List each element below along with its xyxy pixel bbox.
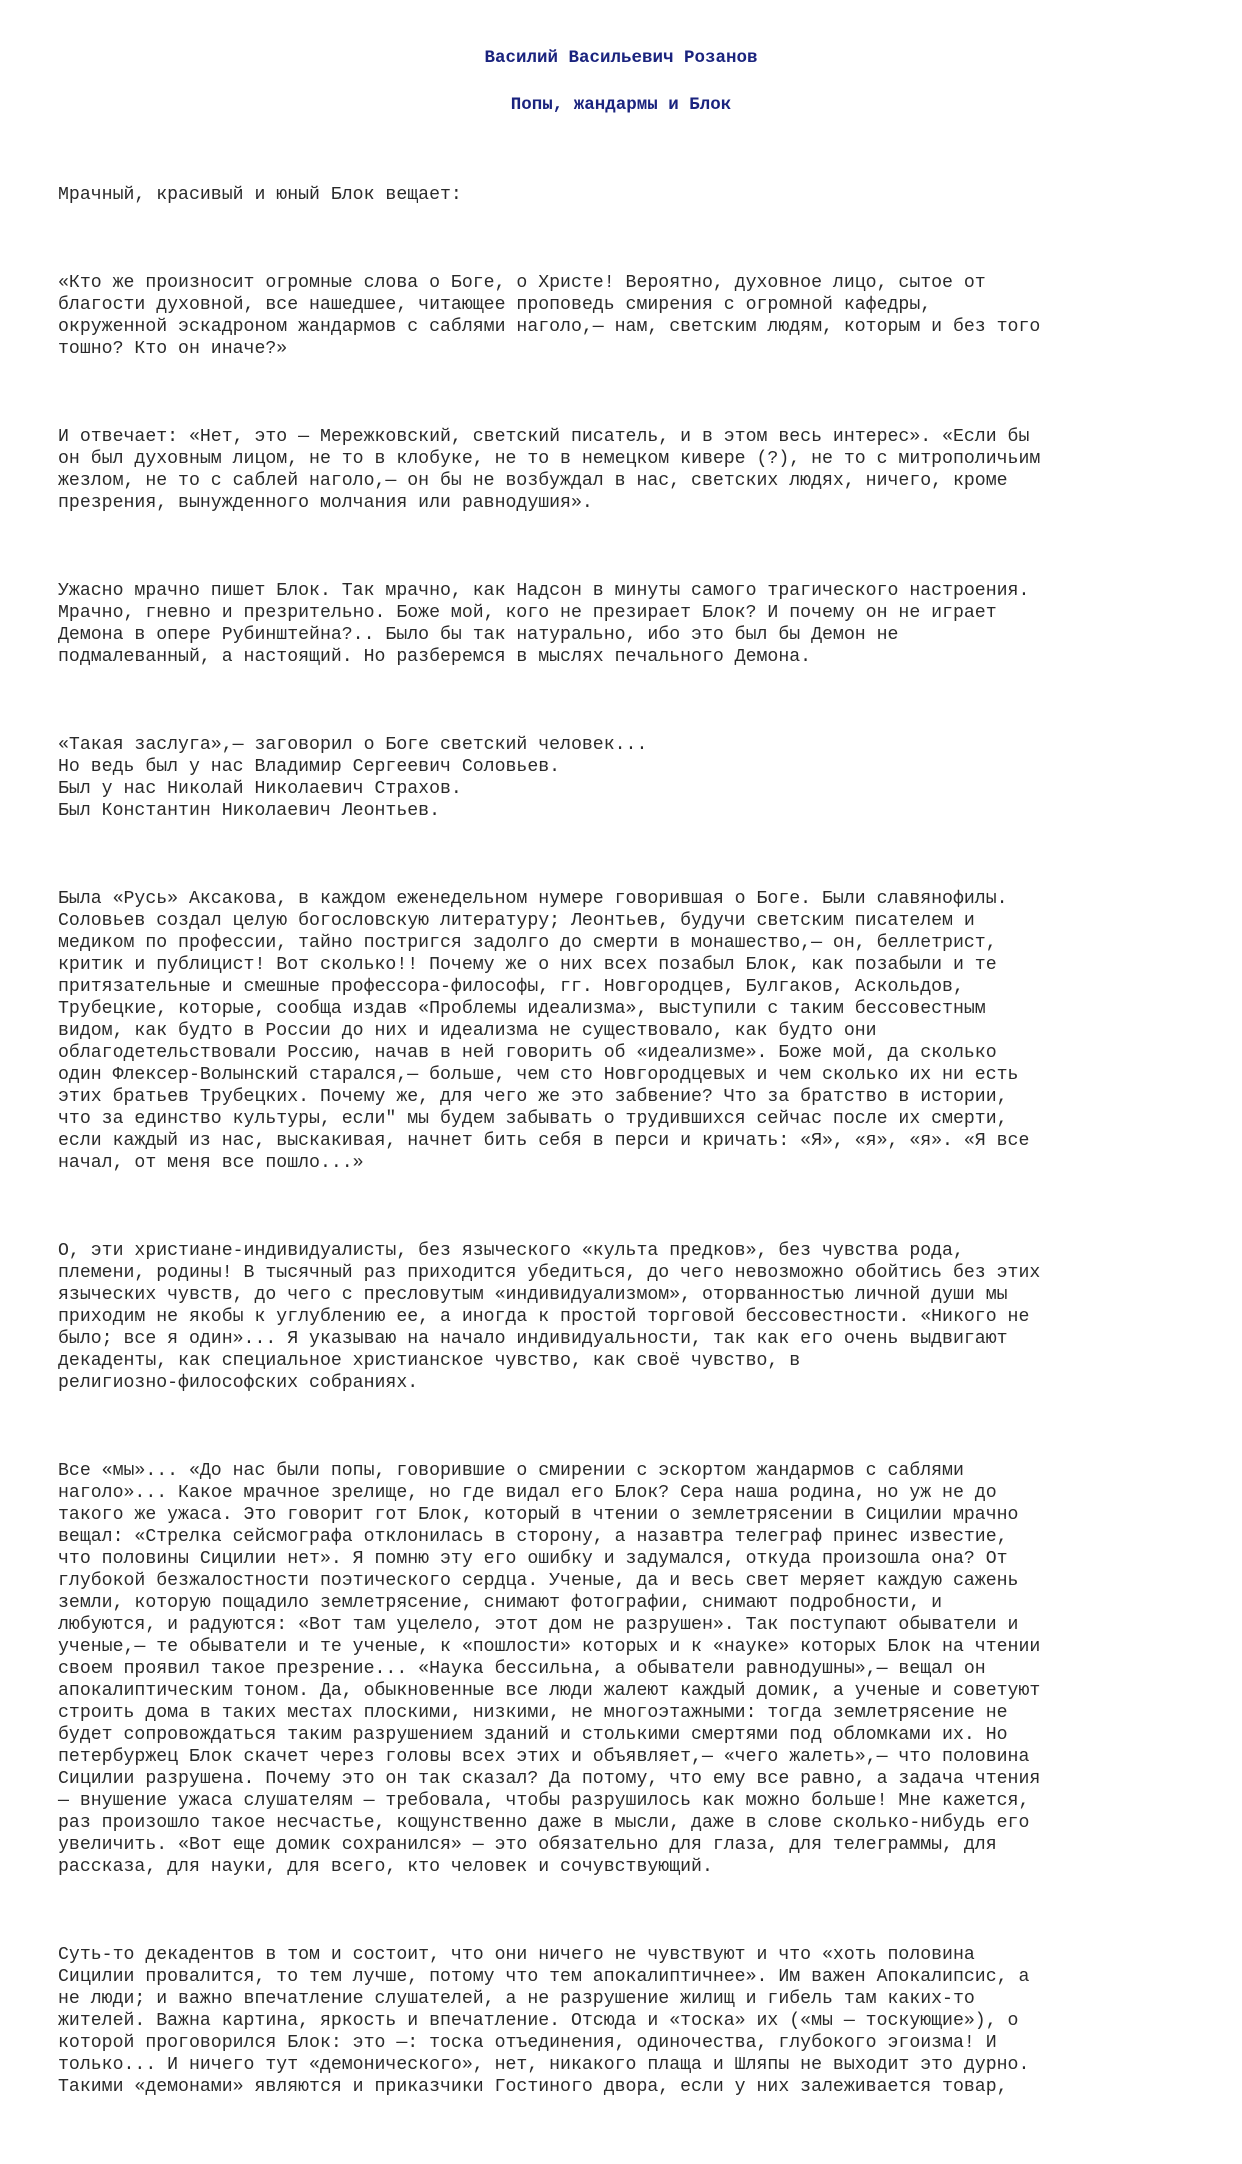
- paragraph-4: Ужасно мрачно пишет Блок. Так мрачно, как Надсон в минуты самого трагического настроения. Мрачно, гневно и презрительно. Боже мой, кого не презирает Блок? И почему он не играет Демона в опере Рубинштейна?.. Было бы так натурально, ибо это был бы Демон не подмалеванный, а настоящий. Но разберемся в мыслях печального Демона.: [58, 581, 1030, 667]
- paragraph-3: И отвечает: «Нет, это — Мережковский, светский писатель, и в этом весь интерес». «Если бы он был духовным лицом, не то в клобуке, не то в немецком кивере (?), не то с митрополичьим жезлом, не то с саблей наголо,— он бы не возбуждал в нас, светских людях, ничего, кроме презрения, вынужденного молчания или равнодушия».: [58, 427, 1041, 513]
- paragraph-1: Мрачный, красивый и юный Блок вещает:: [58, 185, 462, 205]
- paragraph-9: Суть-то декадентов в том и состоит, что они ничего не чувствуют и что «хоть половина Сицилии провалится, то тем лучше, потому что тем апокалиптичнее». Им важен Апокалипсис, а не люди; и важно впечатление слушателей, а не разрушение жилищ и гибель там каких-то жителей. Важна картина, яркость и впечатление. Отсюда и «тоска» их («мы — тоскующие»), о которой проговорился Блок: это —: тоска отъединения, одиночества, глубокого эгоизма! И только... И ничего тут «демонического», нет, никакого плаща и Шляпы не выходит это дурно. Такими «демонами» являются и приказчики Гостиного двора, если у них залеживается товар,: [58, 1945, 1030, 2097]
- work-title-heading: Попы, жандармы и Блок: [510, 95, 732, 115]
- paragraph-6: Была «Русь» Аксакова, в каждом еженедельном нумере говорившая о Боге. Были славянофилы. Соловьев создал целую богословскую литературу; Леонтьев, будучи светским писателем и медиком по профессии, тайно постригся задолго до смерти в монашество,— он, беллетрист, критик и публицист! Вот сколько!! Почему же о них всех позабыл Блок, как позабыли и те притязательные и смешные профессора-философы, гг. Новгородцев, Булгаков, Аскольдов, Трубецкие, которые, сообща издав «Проблемы идеализма», выступили с таким бессовестным видом, как будто в России до них и идеализма не существовало, как будто они облагодетельствовали Россию, начав в ней говорить об «идеализме». Боже мой, да сколько один Флексер-Волынский старался,— больше, чем сто Новгородцевых и чем сколько их ни есть этих братьев Трубецких. Почему же, для чего же это забвение? Что за братство в истории, что за единство культуры, если" мы будем забывать о трудившихся сейчас после их смерти, если каждый из нас, выскакивая, начнет бить себя в перси и кричать: «Я», «я», «я». «Я все начал, от меня все пошло...»: [58, 889, 1030, 1173]
- paragraph-7: О, эти христиане-индивидуалисты, без языческого «культа предков», без чувства рода, племени, родины! В тысячный раз приходится убедиться, до чего невозможно обойтись без этих языческих чувств, до чего с пресловутым «индивидуализмом», оторванностью личной души мы приходим не якобы к углублению ее, а иногда к простой торговой бессовестности. «Никого не было; все я один»... Я указываю на начало индивидуальности, так как его очень выдвигают декаденты, как специальное христианское чувство, как своё чувство, в религиозно-философских собраниях.: [58, 1241, 1041, 1393]
- body-text: [58, 140, 1188, 2164]
- author-heading: Василий Васильевич Розанов: [484, 48, 758, 68]
- paragraph-2: «Кто же произносит огромные слова о Боге, о Христе! Вероятно, духовное лицо, сытое от благости духовной, все нашедшее, читающее проповедь смирения с огромной кафедры, окруженной эскадроном жандармов с саблями наголо,— нам, светским людям, которым и без того тошно? Кто он иначе?»: [58, 273, 1041, 359]
- paragraph-5: «Такая заслуга»,— заговорил о Боге светский человек... Но ведь был у нас Владимир Сергеевич Соловьев. Был у нас Николай Николаевич Страхов. Был Константин Николаевич Леонтьев.: [58, 735, 648, 821]
- paragraph-8: Все «мы»... «До нас были попы, говорившие о смирении с эскортом жандармов с саблями наголо»... Какое мрачное зрелище, но где видал его Блок? Сера наша родина, но уж не до такого же ужаса. Это говорит гот Блок, который в чтении о землетрясении в Сицилии мрачно вещал: «Стрелка сейсмографа отклонилась в сторону, а назавтра телеграф принес известие, что половины Сицилии нет». Я помню эту его ошибку и задумался, откуда произошла она? От глубокой безжалостности поэтического сердца. Ученые, да и весь свет меряет каждую сажень земли, которую пощадило землетрясение, снимают фотографии, снимают подробности, и любуются, и радуются: «Вот там уцелело, этот дом не разрушен». Так поступают обыватели и ученые,— те обыватели и те ученые, к «пошлости» которых и к «науке» которых Блок на чтении своем проявил такое презрение... «Наука бессильна, а обыватели равнодушны»,— вещал он апокалиптическим тоном. Да, обыкновенные все люди жалеют каждый домик, а ученые и советуют строить дома в таких местах плоскими, низкими, не многоэтажными: тогда землетрясение не будет сопровождаться таким разрушением зданий и столькими смертями под обломками их. Но петербуржец Блок скачет через головы всех этих и объявляет,— «чего жалеть»,— что половина Сицилии разрушена. Почему это он так сказал? Да потому, что ему все равно, а задача чтения — внушение ужаса слушателям — требовала, чтобы разрушилось как можно больше! Мне кажется, раз произошло такое несчастье, кощунственно даже в мысли, даже в слове сколько-нибудь его увеличить. «Вот еще домик сохранился» — это обязательно для глаза, для телеграммы, для рассказа, для науки, для всего, кто человек и сочувствующий.: [58, 1461, 1041, 1877]
